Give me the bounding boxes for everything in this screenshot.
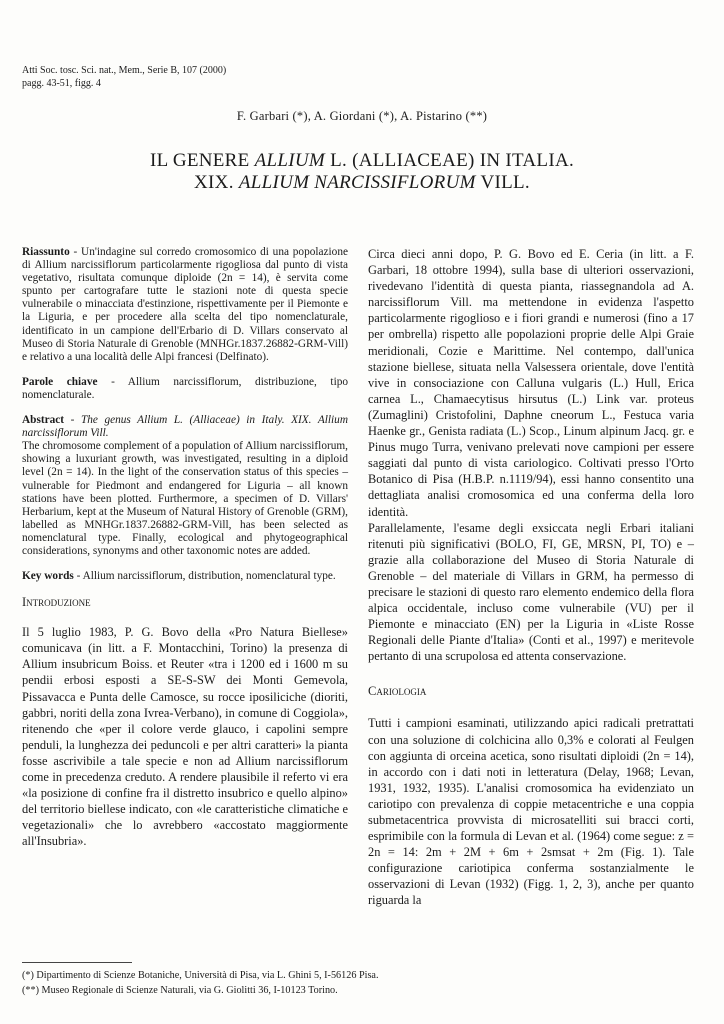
- right-column: [368, 246, 694, 909]
- introduzione-text: Il 5 luglio 1983, P. G. Bovo della «Pro Natura Biellese» comunicava (in litt. a F. Montacchini, Torino) la presenza di Allium insubricum Boiss. et Reuter «tra i 1200 ed i 1600 m su pendii erbosi esposti a SE-S-SW dei Monti Gemevola, Pissavacca e Punta delle Camosce, su rocce iposiliciche (dioriti, gabbri, noriti della zona Ivrea-Verbano), in comune di Coggiola», ritenendo che «per il colore verde glauco, i capolini sempre penduli, la lunghezza dei peduncoli e per altri caratteri» la pianta fosse ascrivibile a tale specie e non ad Allium narcissiflorum come in precedenza creduto. A rendere plausibile il referto vi era «la posizione di confine fra il distretto insubrico e quello alpino» del territorio biellese indicato, con «le caratteristiche climatiche e vegetazionali» che lo avrebbero «accostato maggiormente all'Insubria».: [22, 625, 348, 849]
- abstract-text: The chromosome complement of a population of Allium narcissiflorum, showing a luxuriant growth, was investigated, resulting in a diploid level (2n = 14). In the light of the conservation status of this species – vulnerable for Piedmont and endangered for Liguria – all known stations have been plotted. Furthermore, a specimen of D. Villars' Herbarium, kept at the Museum of Natural History of Grenoble (GRM), labelled as MNHGr.1837.26882-GRM-Vill, has been selected as nomenclatural type. Finally, ecological and phytogeographical considerations, synonyms and other taxonomic notes are added.: [22, 440, 348, 557]
- riassunto: Riassunto - Un'indagine sul corredo cromosomico di una popolazione di Allium narcissiflorum particolarmente rigogliosa dal punto di vista vegetativo, risultata comunque diploide (2n = 14), è servita come spunto per cartografare tutte le stazioni note di questa specie vulnerabile o minacciata d'estinzione, rispettivamente per il Piemonte e la Liguria, e per procedere alla scelta del tipo nomenclaturale, identificato in un campione dell'Erbario di D. Villars conservato al Museo di Storia Naturale di Grenoble (MNHGr.1837.26882-GRM-Vill) e relativo a una località delle Alpi francesi (Delfinato).: [22, 246, 348, 363]
- journal-line-2: pagg. 43-51, figg. 4: [22, 78, 101, 89]
- right-paragraph-2: Parallelamente, l'esame degli exsiccata negli Erbari italiani ritenuti più significativi (BOLO, FI, GE, MRSN, PI, TO) e – grazie alla collaborazione del Museo di Storia Naturale di Grenoble – del materiale di Villars in GRM, ha permesso di precisare le stazioni di questo raro elemento endemico della flora alpica occidentale, incluso come vulnerabile (VU) per il Piemonte e minacciato (EN) per la Liguria in «Liste Rosse Regionali delle Piante d'Italia» (Conti et al., 1997) e meritevole pertanto di una scrupolosa ed attenta conservazione.: [368, 520, 694, 664]
- footnote-rule: [22, 962, 132, 963]
- authors: F. Garbari (*), A. Giordani (*), A. Pistarino (**): [236, 109, 488, 123]
- left-column: [22, 246, 348, 849]
- parole-chiave: Parole chiave - Allium narcissiflorum, distribuzione, tipo nomenclaturale.: [22, 375, 349, 401]
- journal-line-1: Atti Soc. tosc. Sci. nat., Mem., Serie B, 107 (2000): [22, 65, 227, 76]
- cariologia-heading: Cariologia: [368, 684, 427, 699]
- footnote-1: (*) Dipartimento di Scienze Botaniche, Università di Pisa, via L. Ghini 5, I-56126 Pisa.: [22, 970, 379, 981]
- title-line-1: IL GENERE ALLIUM L. (ALLIACEAE) IN ITALIA.: [149, 150, 575, 171]
- key-words: Key words - Allium narcissiflorum, distribution, nomenclatural type.: [22, 570, 336, 583]
- footnote-2: (**) Museo Regionale di Scienze Naturali, via G. Giolitti 36, I-10123 Torino.: [22, 985, 338, 996]
- title-line-2: XIX. ALLIUM NARCISSIFLORUM VILL.: [194, 172, 530, 193]
- abstract: Abstract - The genus Allium L. (Alliaceae) in Italy. XIX. Allium narcissiflorum Vill. The chromosome complement of a population of Allium narcissiflorum, showing a luxuriant growth, was investigated, resulting in a diploid level (2n = 14). In the light of the conservation status of this species – vulnerable for Piedmont and endangered for Liguria – all known stations have been plotted. Furthermore, a specimen of D. Villars' Herbarium, kept at the Museum of Natural History of Grenoble (GRM), labelled as MNHGr.1837.26882-GRM-Vill, has been selected as nomenclatural type. Finally, ecological and phytogeographical considerations, synonyms and other taxonomic notes are added.: [22, 414, 348, 557]
- introduzione-heading: Introduzione: [22, 595, 91, 610]
- paper-title: [0, 150, 724, 194]
- right-paragraph-1: Circa dieci anni dopo, P. G. Bovo ed E. Ceria (in litt. a F. Garbari, 18 ottobre 1994), sulla base di ulteriori osservazioni, rivedevano l'identità di questa pianta, riassegnandola ad A. narcissiflorum Vill. ma mettendone in evidenza l'aspetto particolarmente rigoglioso e i fiori grandi e numerosi (fino a 17 per ombrella) rispetto alle popolazioni proprie delle Alpi Graie meridionali, Cozie e Marittime. Nel contempo, dall'unica stazione biellese, situata nella Valsessera orientale, dove l'entità vive in consociazione con Calluna vulgaris (L.) Hull, Erica carnea L., Chamaecytisus hirsutus (L.) Link var. proteus (Zumaglini) Cristofolini, Daphne cneorum L., Festuca varia Haenke gr., Genista radiata (L.) Scop., Linum alpinum Jacq. gr. e Pinus mugo Turra, venivano prelevati nove campioni per essere saggiati dal punto di vista cariologico. Coltivati presso l'Orto Botanico di Pisa (H.B.P. n.1119/94), essi hanno consentito una dettagliata analisi cromosomica ed una conferma della loro identità.: [368, 247, 694, 519]
- journal-reference: [22, 64, 226, 90]
- cariologia-text: Tutti i campioni esaminati, utilizzando apici radicali pretrattati con una soluzione di colchicina allo 0,3% e colorati al Feulgen con aggiunta di orceina acetica, sono risultati diploidi (2n = 14), in accordo con i dati noti in letteratura (Delay, 1968; Levan, 1931, 1932, 1935). L'analisi cromosomica ha evidenziato un cariotipo con prevalenza di coppie metacentriche e una coppia submetacentrica provvista di microsatelliti sui bracci corti, esprimibile con la formula di Levan et al. (1964) come segue: z = 2n = 14: 2m + 2M + 6m + 2smsat + 2m (Fig. 1). Tale configurazione cariotipica conferma sostanzialmente le osservazioni di Levan (1932) (Figg. 1, 2, 3), anche per quanto riguarda la: [368, 716, 694, 908]
